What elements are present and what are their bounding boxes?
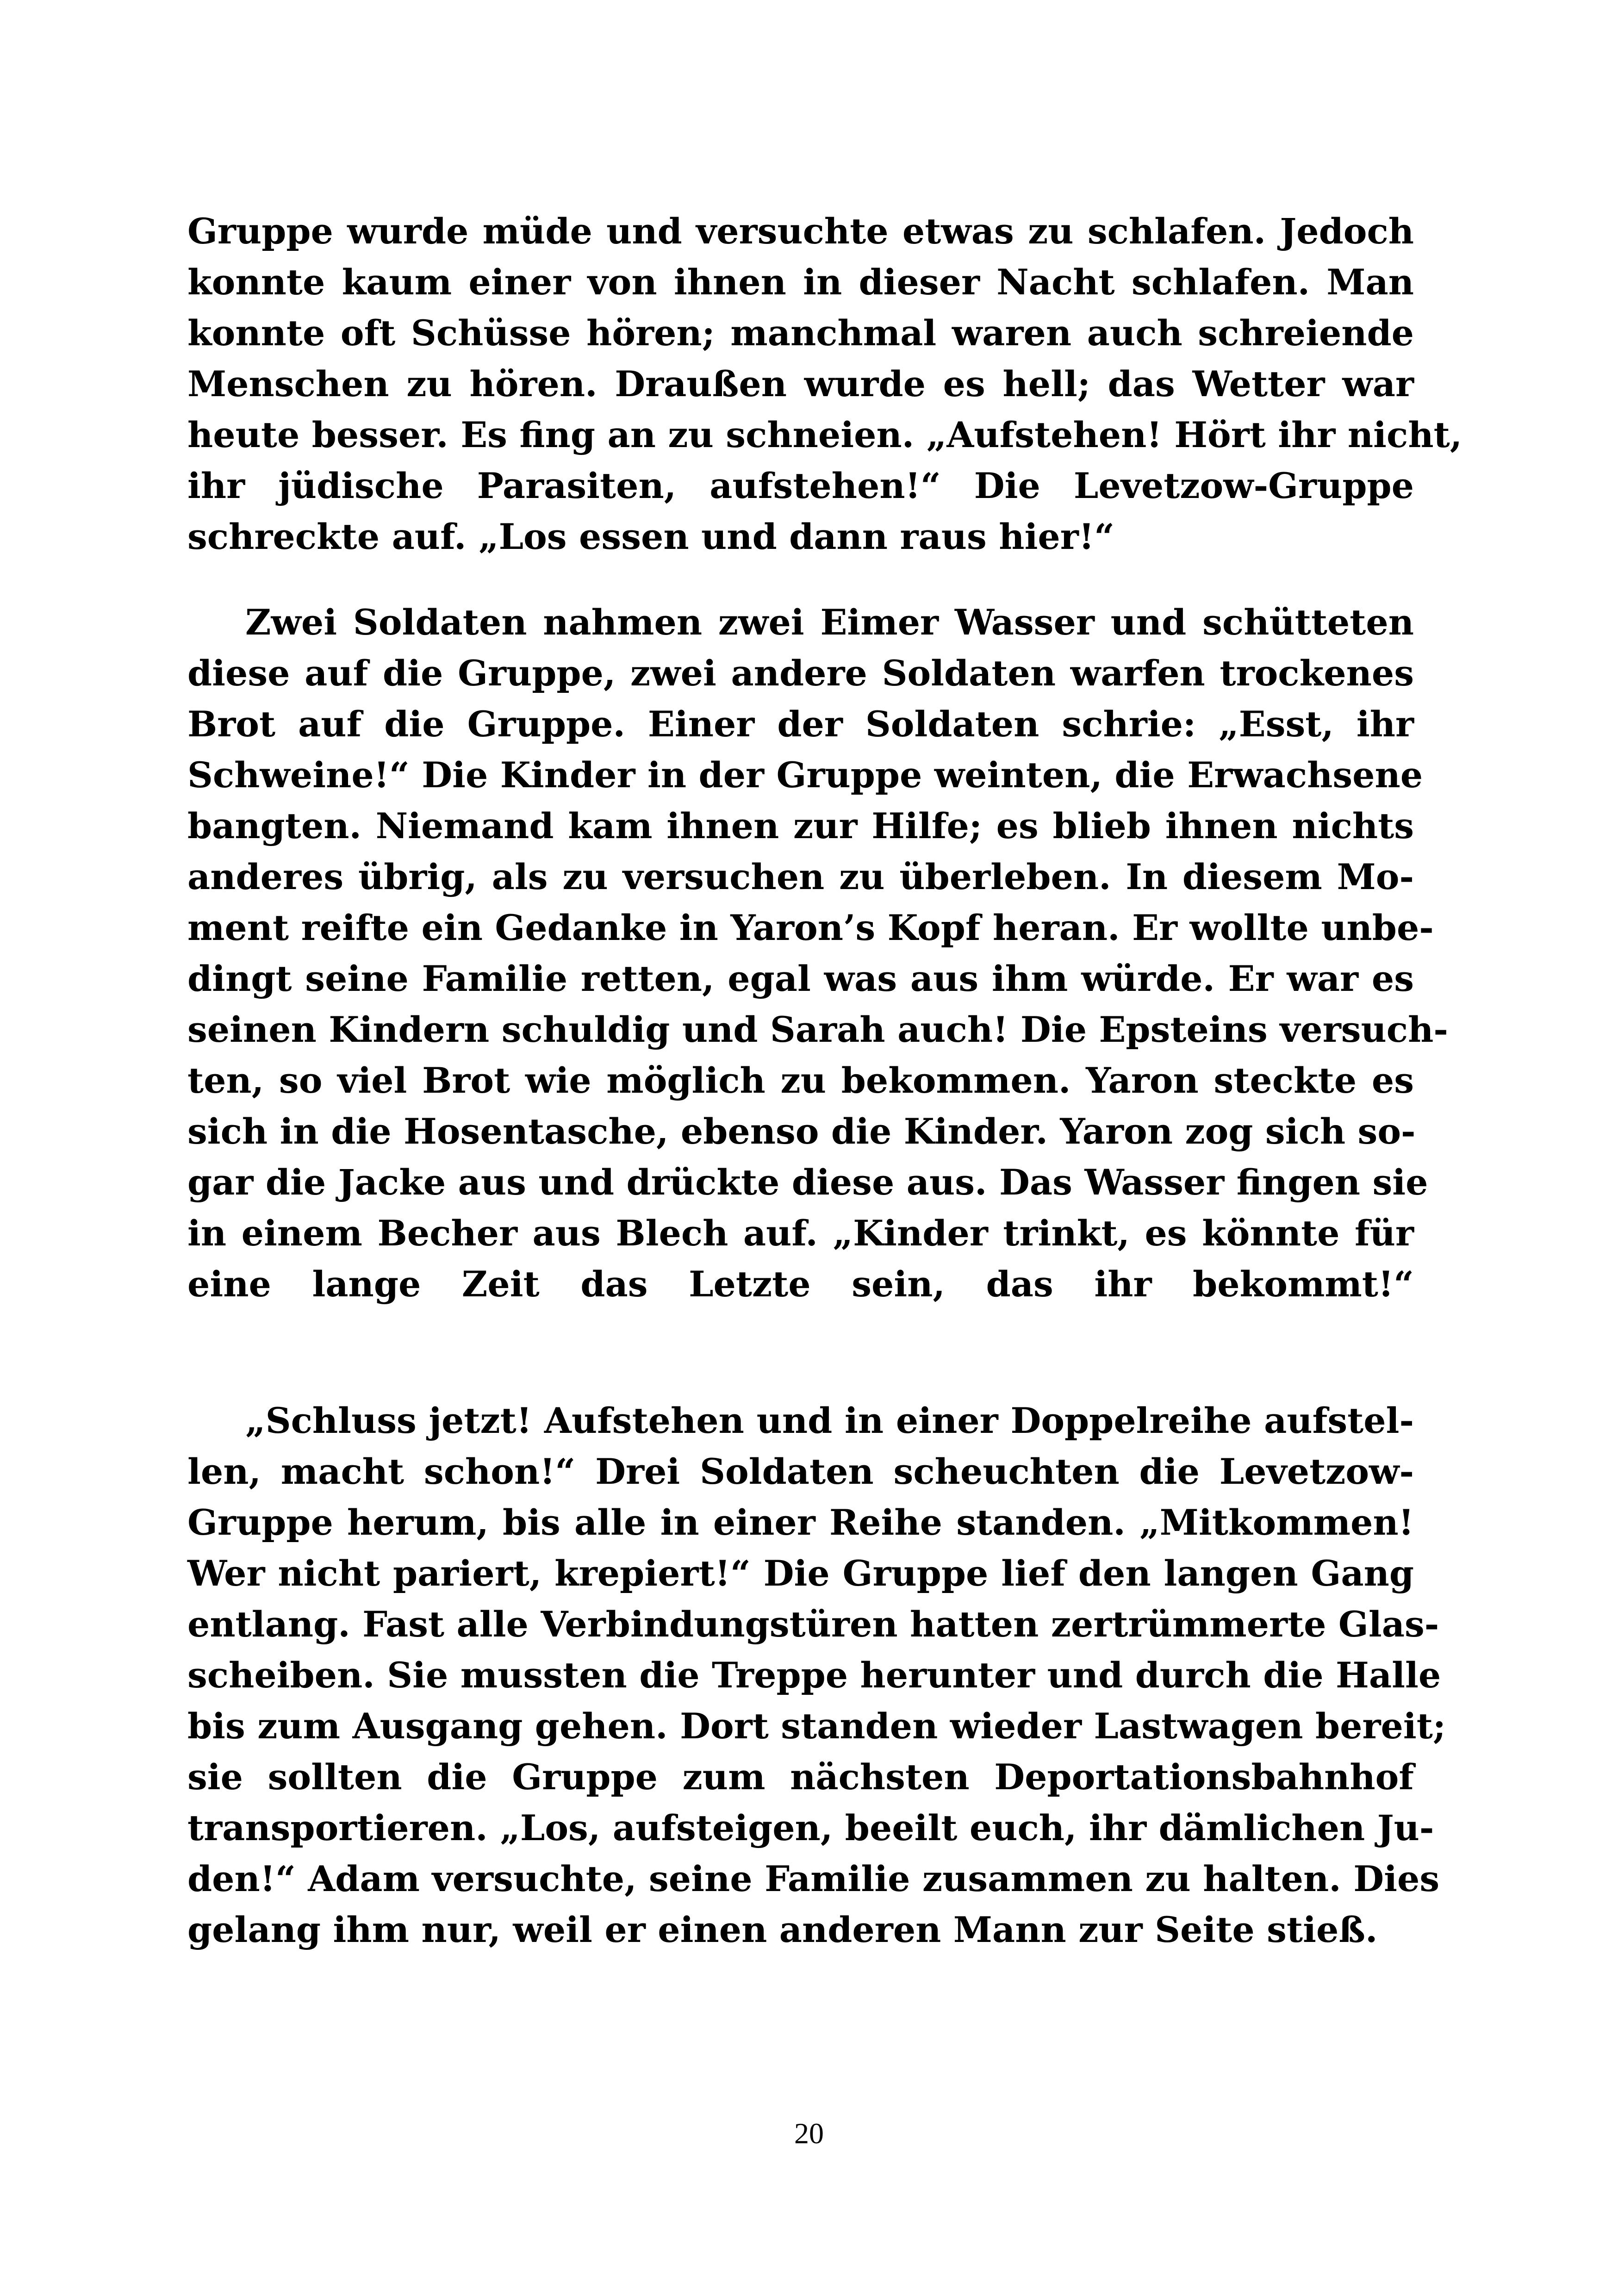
text-line: dingt seine Familie retten, egal was aus ihm würde. Er war es bbox=[187, 958, 1414, 999]
text-line: ment reifte ein Gedanke in Yaron’s Kopf heran. Er wollte unbe- bbox=[187, 907, 1434, 948]
text-line: konnte kaum einer von ihnen in dieser Nacht schlafen. Man bbox=[187, 261, 1414, 303]
text-line: den!“ Adam versuchte, seine Familie zusammen zu halten. Dies bbox=[187, 1858, 1440, 1899]
text-line: Gruppe wurde müde und versuchte etwas zu schlafen. Jedoch bbox=[187, 211, 1414, 252]
page-number: 20 bbox=[794, 2117, 824, 2150]
text-line: Gruppe herum, bis alle in einer Reihe standen. „Mitkommen! bbox=[187, 1502, 1414, 1543]
body-text bbox=[187, 206, 1462, 1955]
text-line: anderes übrig, als zu versuchen zu überleben. In diesem Mo- bbox=[187, 856, 1414, 897]
text-line: in einem Becher aus Blech auf. „Kinder trinkt, es könnte für bbox=[187, 1213, 1414, 1254]
paragraph-3 bbox=[187, 1395, 1446, 1955]
text-line: Zwei Soldaten nahmen zwei Eimer Wasser und schütteten bbox=[245, 602, 1414, 643]
text-line: diese auf die Gruppe, zwei andere Soldaten warfen trockenes bbox=[187, 653, 1414, 694]
text-line: gelang ihm nur, weil er einen anderen Mann zur Seite stieß. bbox=[187, 1909, 1378, 1950]
text-line: schreckte auf. „Los essen und dann raus hier!“ bbox=[187, 516, 1114, 557]
text-line: Brot auf die Gruppe. Einer der Soldaten schrie: „Esst, ihr bbox=[187, 703, 1414, 745]
text-line: len, macht schon!“ Drei Soldaten scheuchten die Levetzow- bbox=[187, 1451, 1414, 1492]
text-line: heute besser. Es fing an zu schneien. „Aufstehen! Hört ihr nicht, bbox=[187, 414, 1462, 455]
text-line: ten, so viel Brot wie möglich zu bekommen. Yaron steckte es bbox=[187, 1060, 1414, 1101]
text-line: gar die Jacke aus und drückte diese aus. Das Wasser fingen sie bbox=[187, 1162, 1428, 1203]
text-line: transportieren. „Los, aufsteigen, beeilt euch, ihr dämlichen Ju- bbox=[187, 1807, 1434, 1848]
text-line: entlang. Fast alle Verbindungstüren hatten zertrümmerte Glas- bbox=[187, 1604, 1439, 1645]
paragraph-1 bbox=[187, 206, 1462, 562]
text-line: eine lange Zeit das Letzte sein, das ihr bekommt!“ bbox=[187, 1263, 1414, 1305]
text-line: sich in die Hosentasche, ebenso die Kinder. Yaron zog sich so- bbox=[187, 1111, 1416, 1152]
text-line: Wer nicht pariert, krepiert!“ Die Gruppe lief den langen Gang bbox=[187, 1553, 1414, 1594]
paragraph-2 bbox=[187, 597, 1448, 1361]
text-line: sie sollten die Gruppe zum nächsten Deportationsbahnhof bbox=[187, 1756, 1414, 1798]
text-line: Schweine!“ Die Kinder in der Gruppe weinten, die Erwachsene bbox=[187, 754, 1423, 796]
text-line: ihr jüdische Parasiten, aufstehen!“ Die Levetzow-Gruppe bbox=[187, 465, 1414, 506]
text-line: Menschen zu hören. Draußen wurde es hell; das Wetter war bbox=[187, 363, 1414, 404]
text-line: „Schluss jetzt! Aufstehen und in einer Doppelreihe aufstel- bbox=[245, 1400, 1414, 1441]
paragraph-spacer bbox=[187, 1361, 1414, 1395]
text-line: scheiben. Sie mussten die Treppe herunter und durch die Halle bbox=[187, 1655, 1441, 1696]
text-line: bangten. Niemand kam ihnen zur Hilfe; es blieb ihnen nichts bbox=[187, 805, 1414, 846]
text-line: bis zum Ausgang gehen. Dort standen wieder Lastwagen bereit; bbox=[187, 1705, 1446, 1747]
paragraph-spacer bbox=[187, 562, 1414, 597]
text-line bbox=[187, 1310, 1414, 1361]
text-line: seinen Kindern schuldig und Sarah auch! Die Epsteins versuch- bbox=[187, 1009, 1448, 1050]
text-line: konnte oft Schüsse hören; manchmal waren auch schreiende bbox=[187, 312, 1414, 354]
